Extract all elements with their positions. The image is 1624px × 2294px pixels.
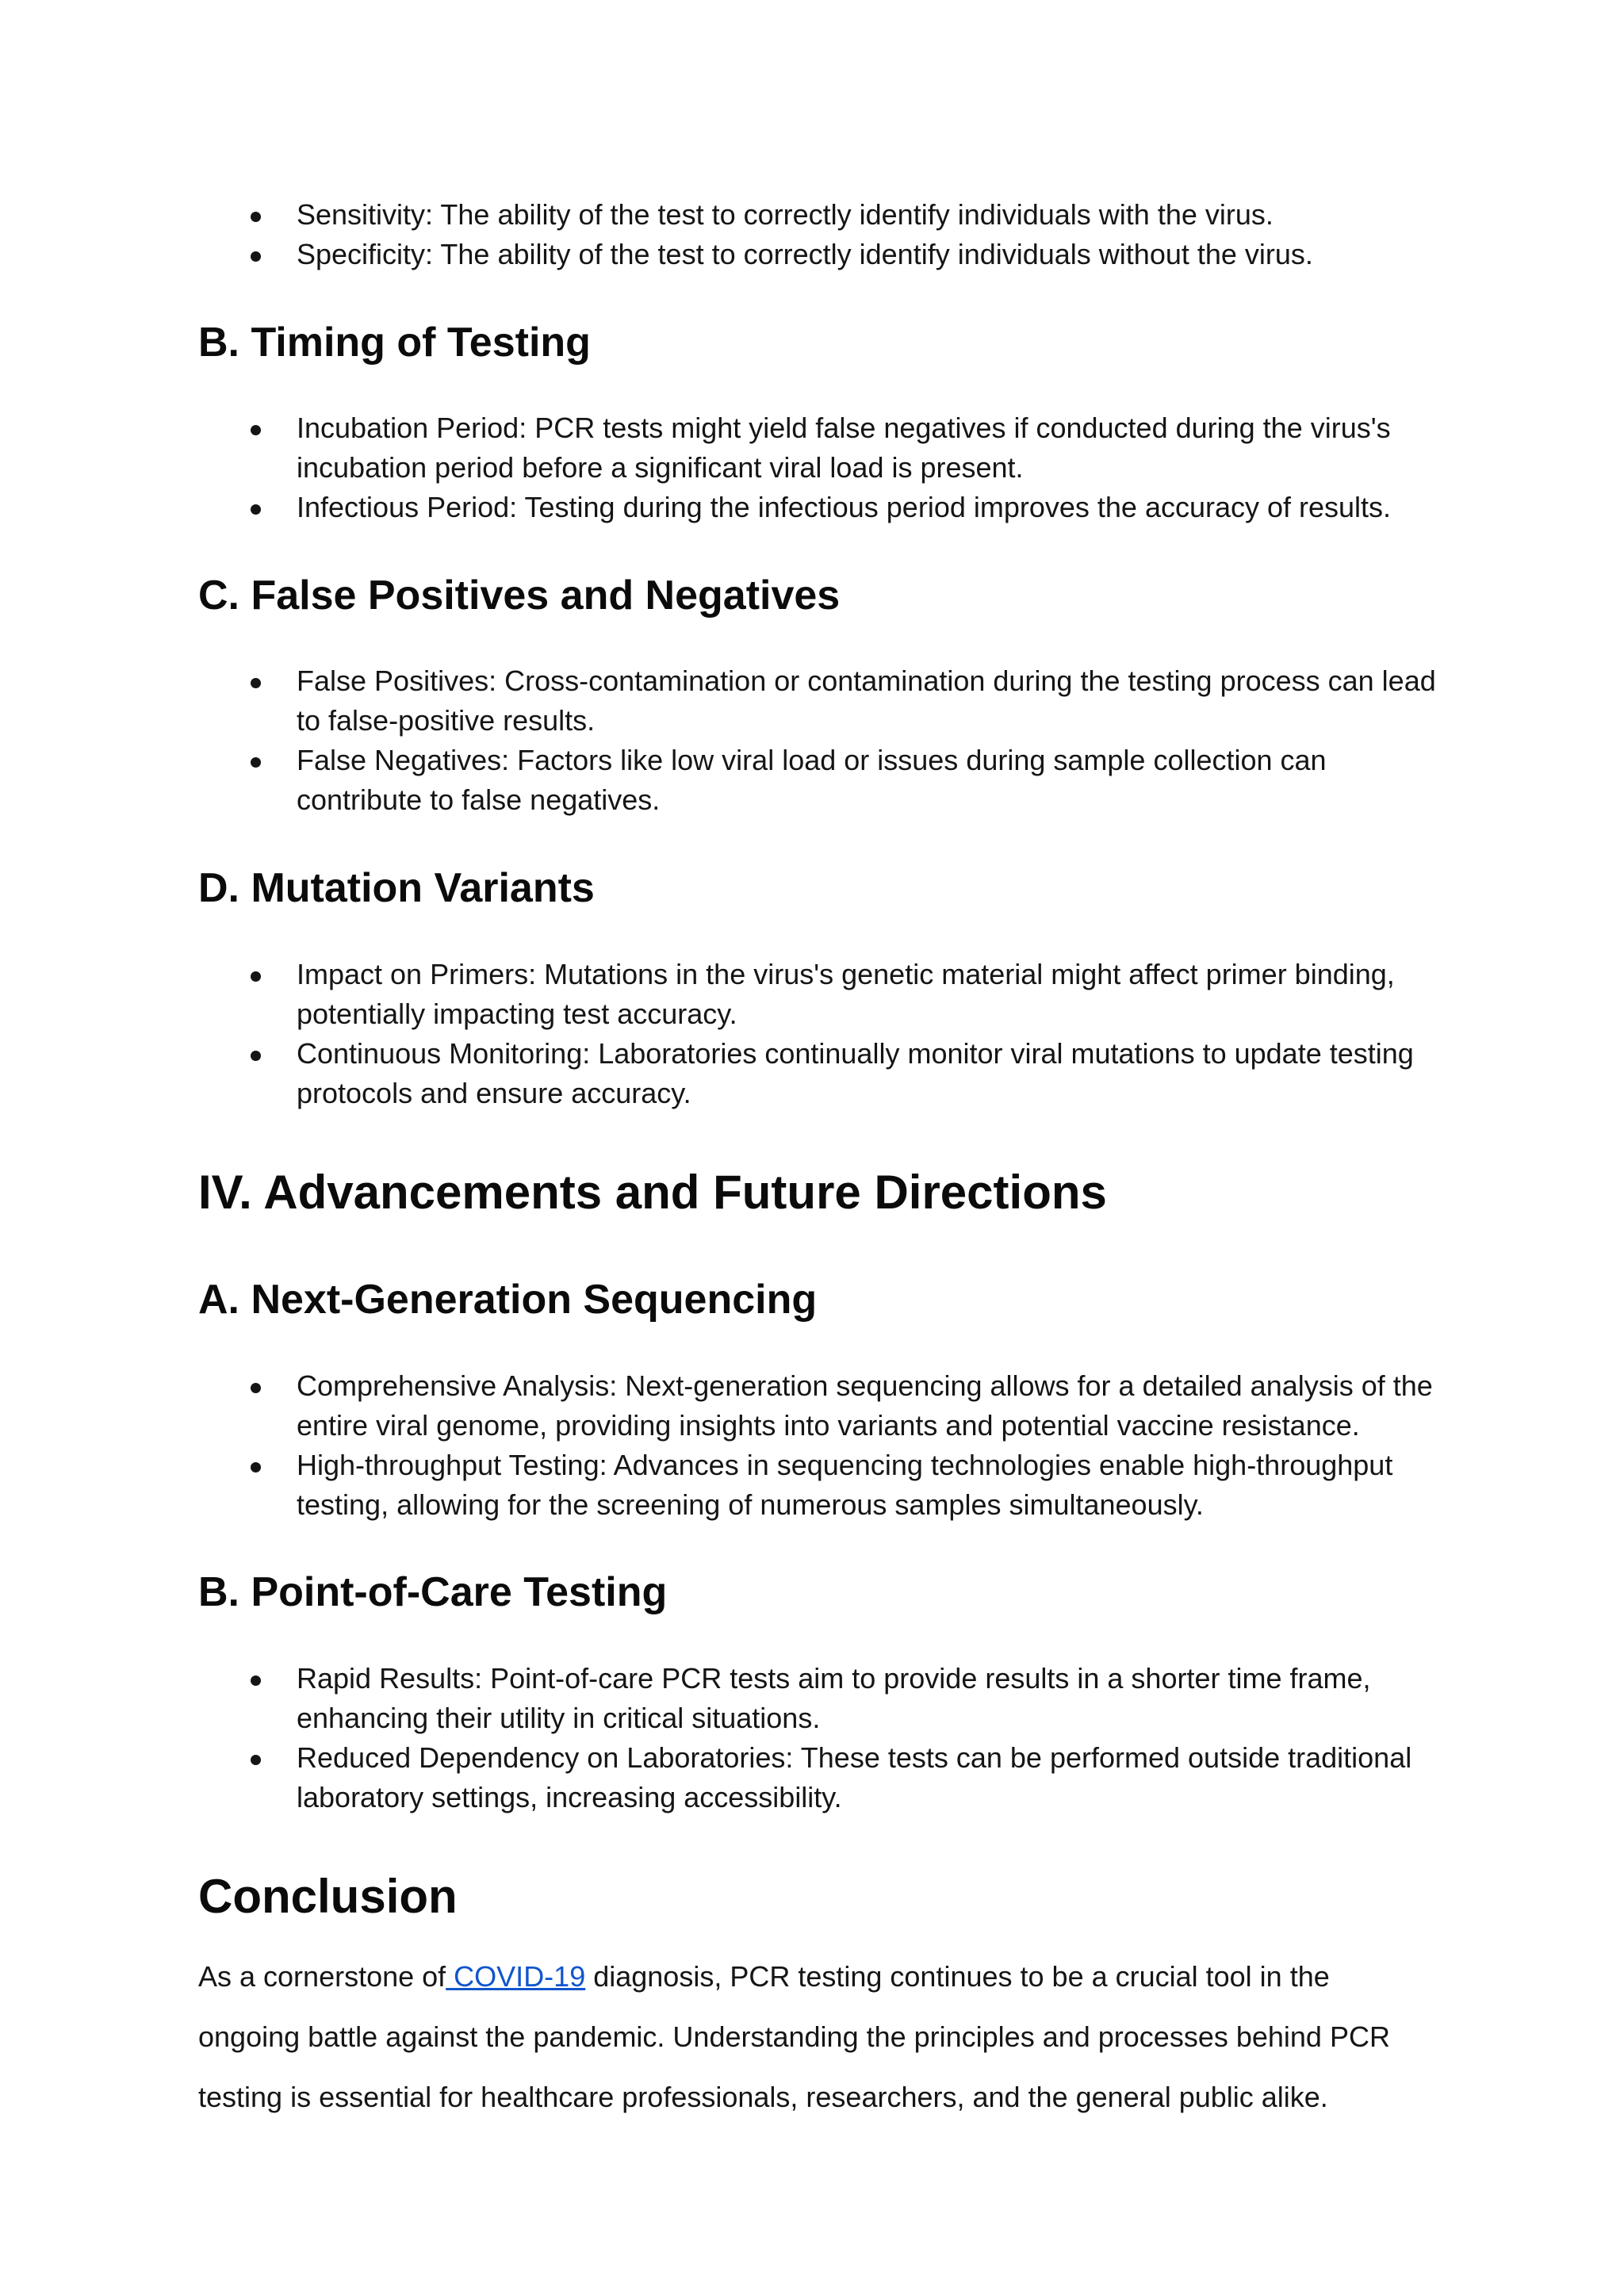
list-item: Sensitivity: The ability of the test to correctly identify individuals with the virus. bbox=[0, 195, 1438, 235]
timing-bullet-list bbox=[0, 408, 1624, 527]
section-heading-mutation: D. Mutation Variants bbox=[198, 865, 595, 911]
section-heading-timing: B. Timing of Testing bbox=[198, 320, 591, 366]
bullet-icon bbox=[251, 1676, 261, 1686]
bullet-icon bbox=[251, 757, 261, 768]
list-item: Continuous Monitoring: Laboratories continually monitor viral mutations to update testing protocols and ensure accuracy. bbox=[0, 1034, 1438, 1113]
conclusion-paragraph bbox=[198, 1947, 1435, 2127]
bullet-icon bbox=[251, 212, 261, 222]
list-item: Impact on Primers: Mutations in the virus's genetic material might affect primer binding, potentially impacting test accuracy. bbox=[0, 955, 1438, 1034]
list-item: Incubation Period: PCR tests might yield false negatives if conducted during the virus's incubation period before a significant viral load is present. bbox=[0, 408, 1438, 488]
conclusion-heading: Conclusion bbox=[198, 1870, 458, 1923]
section-heading-poc: B. Point-of-Care Testing bbox=[198, 1569, 668, 1615]
intro-bullet-list bbox=[0, 195, 1624, 274]
list-item: High-throughput Testing: Advances in sequencing technologies enable high-throughput testing, allowing for the screening of numerous samples simultaneously. bbox=[0, 1446, 1438, 1525]
list-item: Comprehensive Analysis: Next-generation sequencing allows for a detailed analysis of the entire viral genome, providing insights into variants and potential vaccine resistance. bbox=[0, 1366, 1438, 1446]
ngs-bullet-list bbox=[0, 1366, 1624, 1525]
mutation-bullet-list bbox=[0, 955, 1624, 1113]
list-item: False Positives: Cross-contamination or contamination during the testing process can lead to false-positive results. bbox=[0, 661, 1438, 741]
bullet-icon bbox=[251, 1462, 261, 1473]
list-item: Rapid Results: Point-of-care PCR tests aim to provide results in a shorter time frame, enhancing their utility in critical situations. bbox=[0, 1659, 1438, 1738]
major-heading-advancements: IV. Advancements and Future Directions bbox=[198, 1166, 1107, 1219]
bullet-icon bbox=[251, 251, 261, 262]
list-item: Infectious Period: Testing during the infectious period improves the accuracy of results. bbox=[0, 488, 1438, 527]
bullet-icon bbox=[251, 504, 261, 515]
bullet-icon bbox=[251, 1383, 261, 1393]
covid-19-link[interactable]: COVID-19 bbox=[446, 1960, 586, 1993]
bullet-icon bbox=[251, 678, 261, 688]
list-item: Specificity: The ability of the test to correctly identify individuals without the virus. bbox=[0, 235, 1438, 274]
section-heading-false-results: C. False Positives and Negatives bbox=[198, 573, 841, 618]
poc-bullet-list bbox=[0, 1659, 1624, 1817]
false-results-bullet-list bbox=[0, 661, 1624, 820]
bullet-icon bbox=[251, 1755, 261, 1765]
list-item: False Negatives: Factors like low viral load or issues during sample collection can contribute to false negatives. bbox=[0, 741, 1438, 820]
list-item: Reduced Dependency on Laboratories: These tests can be performed outside traditional laboratory settings, increasing accessibility. bbox=[0, 1738, 1438, 1817]
section-heading-ngs: A. Next-Generation Sequencing bbox=[198, 1277, 818, 1323]
conclusion-text-end: diagnosis, PCR testing continues to be a crucial tool in the ongoing battle against the pandemic. Understanding the principles and processes behind PCR testing is essential for healthcare professionals, researchers, and the general public alike. bbox=[198, 1960, 1390, 2113]
bullet-icon bbox=[251, 971, 261, 982]
bullet-icon bbox=[251, 425, 261, 435]
conclusion-text-start: As a cornerstone of bbox=[198, 1960, 446, 1993]
bullet-icon bbox=[251, 1051, 261, 1061]
